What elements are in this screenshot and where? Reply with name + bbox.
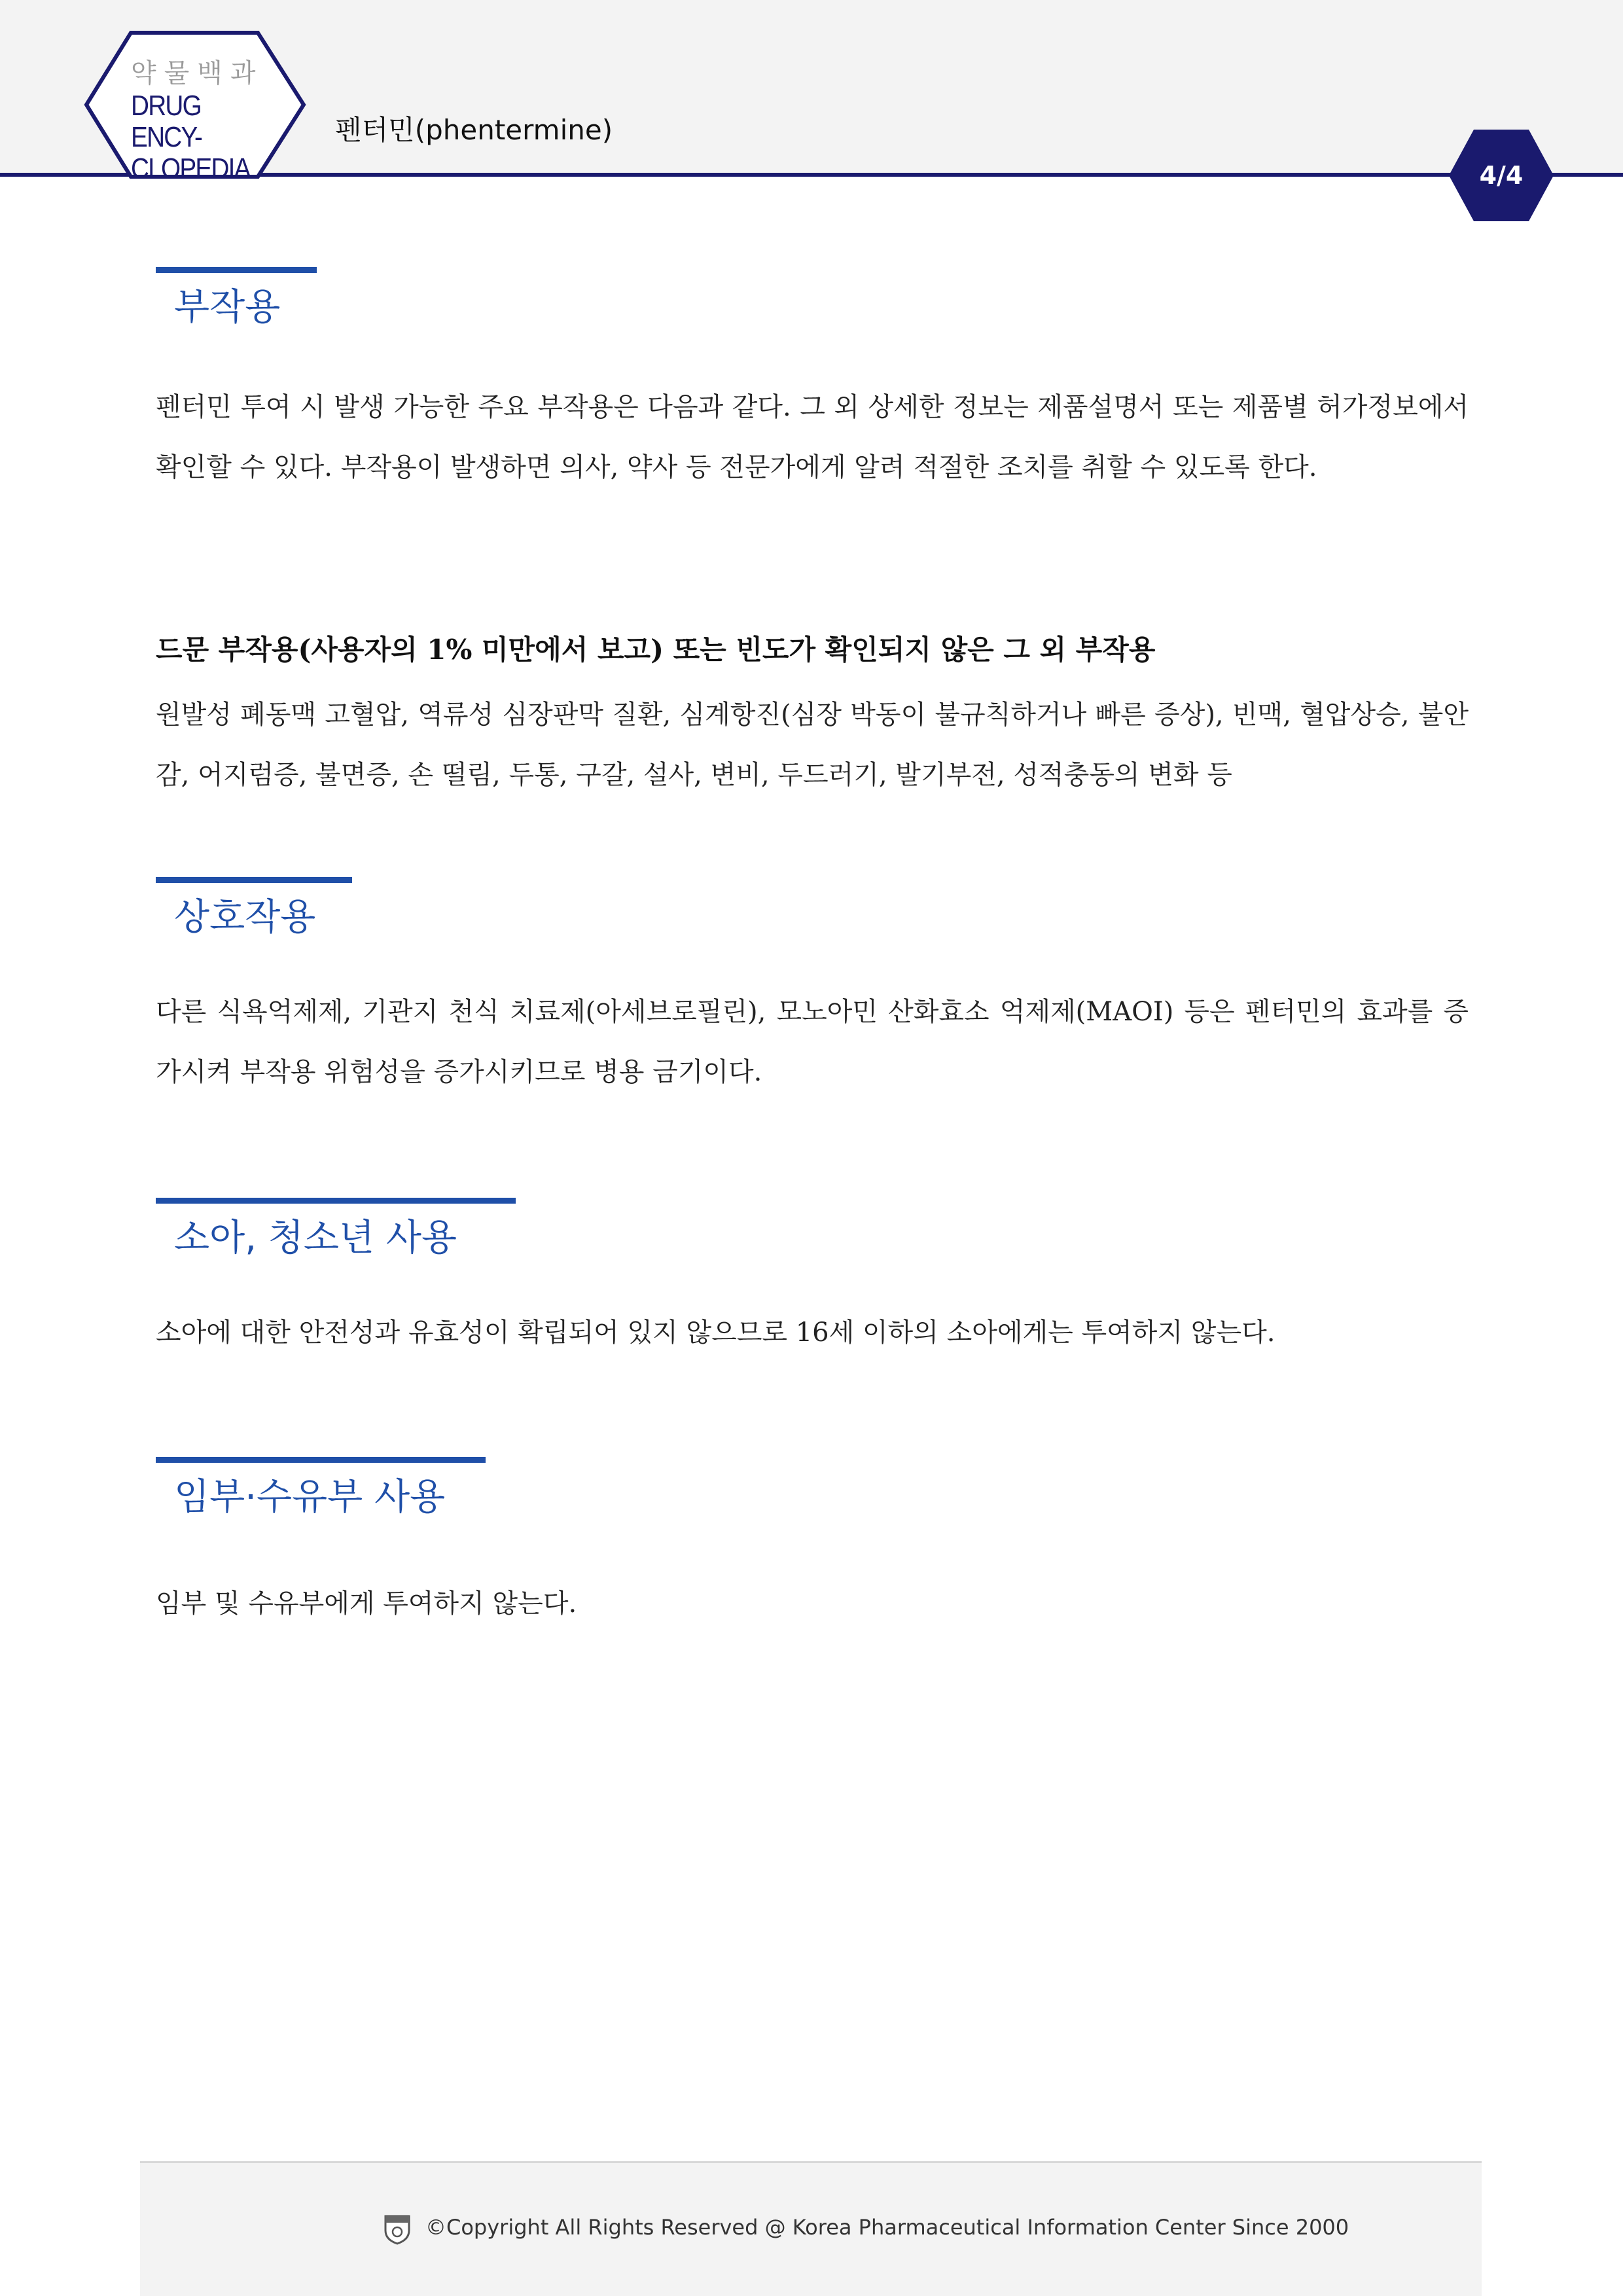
logo-english-line1: DRUG ENCY- <box>131 90 202 153</box>
section-title-side-effects: 부작용 <box>174 286 281 329</box>
logo-korean: 약물백과 <box>131 59 264 88</box>
rare-side-effects-heading: 드문 부작용(사용자의 1% 미만에서 보고) 또는 빈도가 확인되지 않은 그 외 부작용 <box>156 634 1156 666</box>
section-pediatric <box>156 1198 516 1261</box>
logo <box>131 56 288 185</box>
document-title: 펜터민(phentermine) <box>335 114 613 146</box>
section-side-effects <box>156 267 317 331</box>
rare-side-effects-list: 원발성 폐동맥 고혈압, 역류성 심장판막 질환, 심계항진(심장 박동이 불규칙하거나 빠른 증상), 빈맥, 혈압상승, 불안감, 어지럼증, 불면증, 손 떨림, 두통, 구갈, 설사, 변비, 두드러기, 발기부전, 성적충동의 변화 등 <box>156 700 1469 790</box>
section-bar <box>156 267 317 273</box>
section-pregnancy <box>156 1457 486 1520</box>
section-title-interactions: 상호작용 <box>174 896 316 939</box>
section-interactions <box>156 877 352 941</box>
section-bar <box>156 1198 516 1204</box>
footer-copyright: ©Copyright All Rights Reserved @ Korea Pharmaceutical Information Center Since 2000 <box>425 2215 1349 2240</box>
page-number: 4/4 <box>1479 161 1524 190</box>
section-title-pregnancy: 임부·수유부 사용 <box>174 1476 446 1518</box>
interactions-body: 다른 식욕억제제, 기관지 천식 치료제(아세브로필린), 모노아민 산화효소 억제제(MAOI) 등은 펜터민의 효과를 증가시켜 부작용 위험성을 증가시키므로 병용 금기이다. <box>156 997 1469 1087</box>
pediatric-body: 소아에 대한 안전성과 유효성이 확립되어 있지 않으므로 16세 이하의 소아에게는 투여하지 않는다. <box>156 1318 1275 1348</box>
shield-emblem-icon <box>383 2214 411 2245</box>
section-bar <box>156 1457 486 1463</box>
pregnancy-body: 임부 및 수유부에게 투여하지 않는다. <box>156 1588 577 1619</box>
section-title-pediatric: 소아, 청소년 사용 <box>174 1217 457 1259</box>
section-bar <box>156 877 352 883</box>
side-effects-intro: 펜터민 투여 시 발생 가능한 주요 부작용은 다음과 같다. 그 외 상세한 정보는 제품설명서 또는 제품별 허가정보에서 확인할 수 있다. 부작용이 발생하면 의사, 약사 등 전문가에게 알려 적절한 조치를 취할 수 있도록 한다. <box>156 392 1469 482</box>
logo-english-line2: CLOPEDIA <box>131 152 250 185</box>
